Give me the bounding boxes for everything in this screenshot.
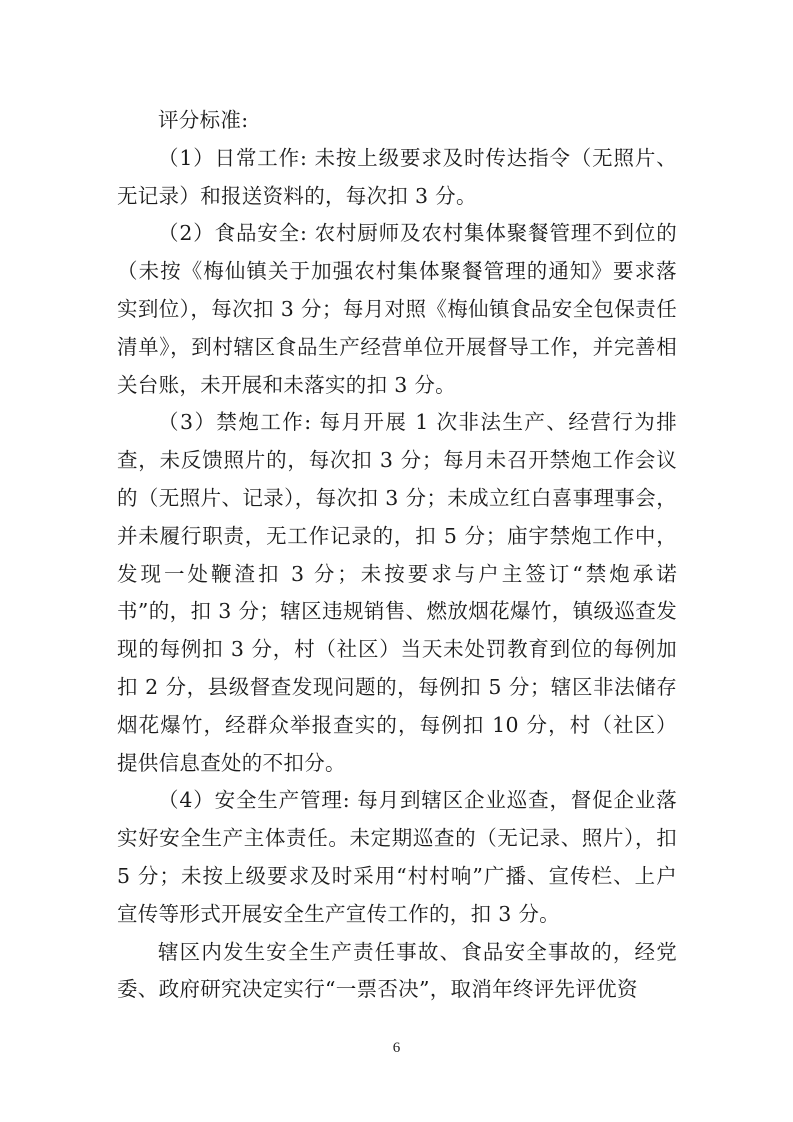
scoring-criteria-heading: 评分标准: (158, 108, 249, 132)
item-production-safety: （4）安全生产管理: 每月到辖区企业巡查，督促企业落实好安全生产主体责任。未定期巡查的（无记录、照片），扣 5 分；未按上级要求及时采用“村村响”广播、宣传栏、上户宣传等形式开展安全生产宣传工作的，扣 3 分。 (117, 788, 677, 926)
veto-clause: 辖区内发生安全生产责任事故、食品安全事故的，经党委、政府研究决定实行“一票否决”，取消年终评先评优资 (117, 939, 677, 1002)
item-daily-work: （1）日常工作: 未按上级要求及时传达指令（无照片、无记录）和报送资料的，每次扣 3 分。 (117, 145, 677, 208)
document-body (117, 102, 677, 1009)
page-number: 6 (392, 1040, 401, 1056)
item-food-safety: （2）食品安全: 农村厨师及农村集体聚餐管理不到位的（未按《梅仙镇关于加强农村集体聚餐管理的通知》要求落实到位），每次扣 3 分；每月对照《梅仙镇食品安全包保责任清单》，到村辖区食品生产经营单位开展督导工作，并完善相关台账，未开展和未落实的扣 3 分。 (117, 221, 677, 397)
item-firecracker-ban: （3）禁炮工作: 每月开展 1 次非法生产、经营行为排查，未反馈照片的，每次扣 3 分；每月未召开禁炮工作会议的（无照片、记录），每次扣 3 分；未成立红白喜事理事会，并未履行职责，无工作记录的，扣 5 分；庙宇禁炮工作中，发现一处鞭渣扣 3 分；未按要求与户主签订“禁炮承诺书”的，扣 3 分；辖区违规销售、燃放烟花爆竹，镇级巡查发现的每例扣 3 分，村（社区）当天未处罚教育到位的每例加扣 2 分，县级督查发现问题的，每例扣 5 分；辖区非法储存烟花爆竹，经群众举报查实的，每例扣 10 分，村（社区）提供信息查处的不扣分。 (117, 410, 677, 775)
